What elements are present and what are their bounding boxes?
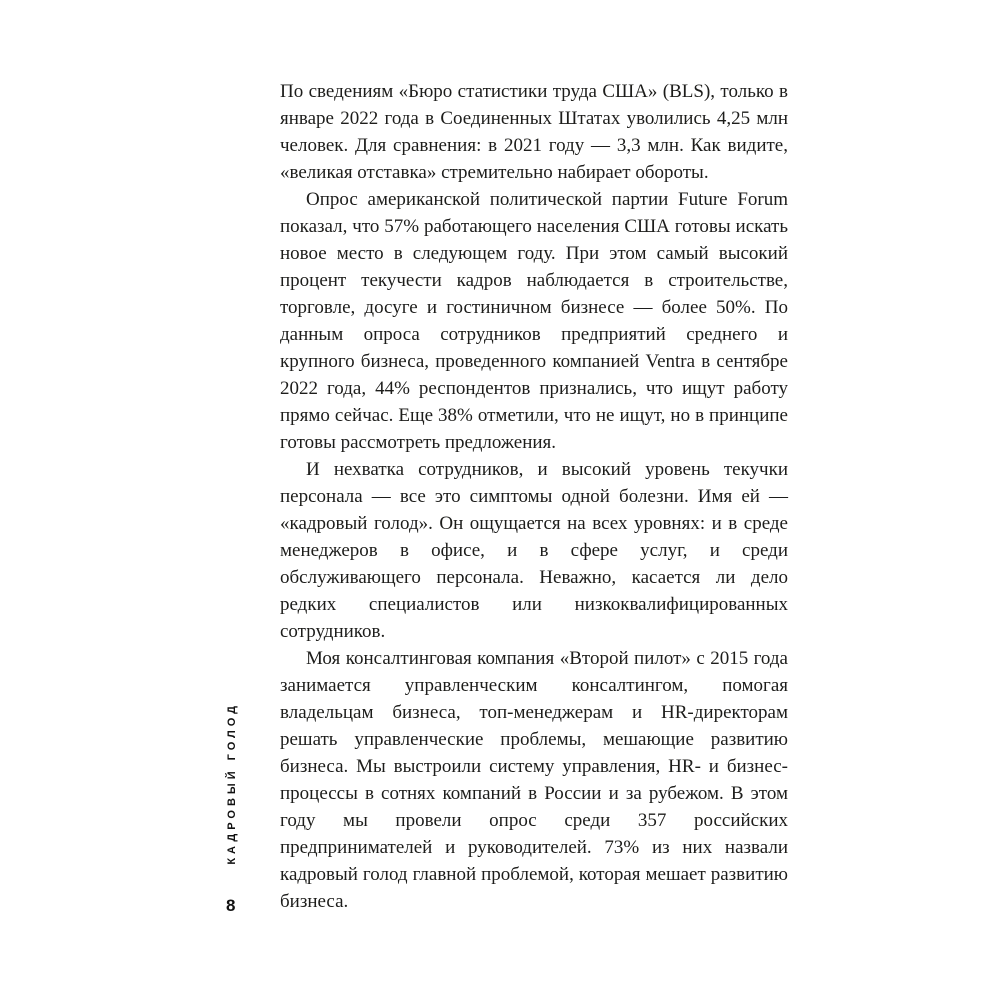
running-title-text: КАДРОВЫЙ ГОЛОД: [226, 701, 238, 865]
running-title: [218, 698, 246, 868]
text-column: [280, 78, 788, 915]
paragraph: По сведениям «Бюро статистики труда США» (BLS), только в январе 2022 года в Соединенных Штатах уволились 4,25 млн человек. Для сравнения: в 2021 году — 3,3 млн. Как видите, «великая отставка» стремительно набирает обороты.: [280, 81, 788, 183]
paragraph: И нехватка сотрудников, и высокий уровень текучки персонала — все это симптомы одной болезни. Имя ей — «кадровый голод». Он ощущается на всех уровнях: и в среде менеджеров в офисе, и в сфере услуг, и среди обслуживающего персонала. Неважно, касается ли дело редких специалистов или низкоквалифицированных сотрудников.: [280, 459, 788, 642]
paragraph: Моя консалтинговая компания «Второй пилот» с 2015 года занимается управленческим консалтингом, помогая владельцам бизнеса, топ-менеджерам и HR-директорам решать управленческие проблемы, мешающие развитию бизнеса. Мы выстроили систему управления, HR- и бизнес-процессы в сотнях компаний в России и за рубежом. В этом году мы провели опрос среди 357 российских предпринимателей и руководителей. 73% из них назвали кадровый голод главной проблемой, которая мешает развитию бизнеса.: [280, 648, 788, 912]
page-number: 8: [226, 896, 236, 915]
paragraph: Опрос американской политической партии Future Forum показал, что 57% работающего населения США готовы искать новое место в следующем году. При этом самый высокий процент текучести кадров наблюдается в строительстве, торговле, досуге и гостиничном бизнесе — более 50%. По данным опроса сотрудников предприятий среднего и крупного бизнеса, проведенного компанией Ventra в сентябре 2022 года, 44% респондентов признались, что ищут работу прямо сейчас. Еще 38% отметили, что не ищут, но в принципе готовы рассмотреть предложения.: [280, 189, 788, 453]
